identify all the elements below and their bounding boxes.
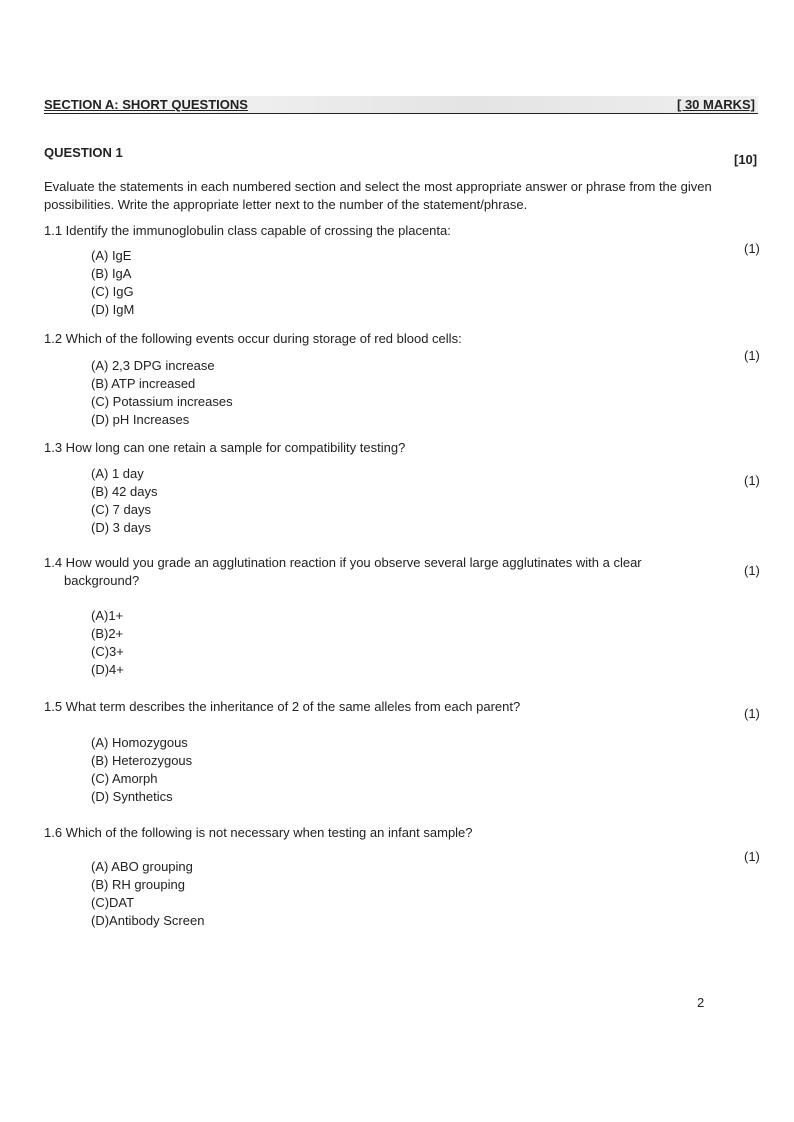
question-stem: 1.5 What term describes the inheritance of 2 of the same alleles from each parent? (44, 699, 521, 714)
question-mark: (1) (744, 849, 760, 864)
answer-option: (A) 1 day (91, 466, 144, 481)
answer-option: (A) ABO grouping (91, 859, 193, 874)
question-stem: 1.2 Which of the following events occur during storage of red blood cells: (44, 331, 462, 346)
section-marks: [ 30 MARKS] (677, 97, 756, 112)
answer-option: (C) IgG (91, 284, 134, 299)
question-mark: (1) (744, 563, 760, 578)
answer-option: (B) 42 days (91, 484, 158, 499)
answer-option: (B) IgA (91, 266, 132, 281)
question-marks: [10] (734, 152, 758, 167)
answer-option: (C)3+ (91, 644, 124, 659)
page-number: 2 (697, 995, 705, 1010)
answer-option: (A) 2,3 DPG increase (91, 358, 215, 373)
instructions-line: possibilities. Write the appropriate letter next to the number of the statement/phrase. (44, 197, 528, 212)
answer-option: (C) 7 days (91, 502, 151, 517)
answer-option: (B)2+ (91, 626, 124, 641)
question-mark: (1) (744, 473, 760, 488)
answer-option: (B) Heterozygous (91, 753, 193, 768)
answer-option: (D)4+ (91, 662, 124, 677)
answer-option: (C) Amorph (91, 771, 158, 786)
answer-option: (D) IgM (91, 302, 135, 317)
answer-option: (D) 3 days (91, 520, 151, 535)
answer-option: (C)DAT (91, 895, 135, 910)
question-stem: 1.4 How would you grade an agglutination reaction if you observe several large agglutinates with a clear (44, 555, 642, 570)
answer-option: (D) pH Increases (91, 412, 190, 427)
question-stem: background? (64, 573, 140, 588)
answer-option: (A)1+ (91, 608, 124, 623)
answer-option: (D) Synthetics (91, 789, 173, 804)
question-mark: (1) (744, 241, 760, 256)
answer-option: (B) RH grouping (91, 877, 185, 892)
answer-option: (D)Antibody Screen (91, 913, 205, 928)
instructions-line: Evaluate the statements in each numbered section and select the most appropriate answer or phrase from the given (44, 179, 712, 194)
answer-option: (C) Potassium increases (91, 394, 233, 409)
question-stem: 1.6 Which of the following is not necessary when testing an infant sample? (44, 825, 473, 840)
answer-option: (A) IgE (91, 248, 132, 263)
question-mark: (1) (744, 706, 760, 721)
section-title: SECTION A: SHORT QUESTIONS (44, 97, 248, 112)
answer-option: (A) Homozygous (91, 735, 188, 750)
question-mark: (1) (744, 348, 760, 363)
question-title: QUESTION 1 (44, 145, 123, 160)
question-stem: 1.3 How long can one retain a sample for compatibility testing? (44, 440, 406, 455)
answer-option: (B) ATP increased (91, 376, 196, 391)
question-stem: 1.1 Identify the immunoglobulin class capable of crossing the placenta: (44, 223, 451, 238)
